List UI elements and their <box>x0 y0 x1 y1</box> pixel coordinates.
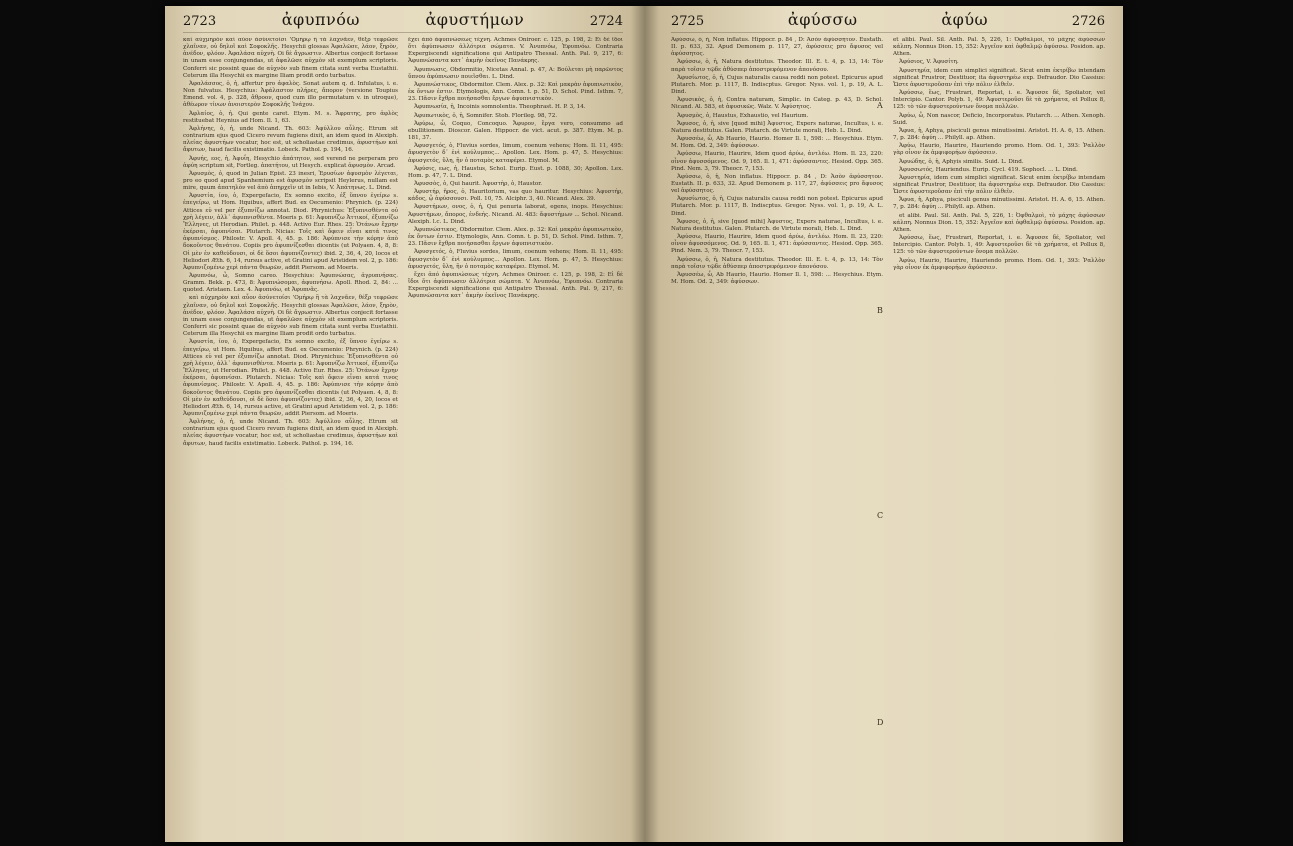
headword: ἀφυπνόω <box>281 10 360 29</box>
margin-letter: B <box>877 306 883 315</box>
right-page-header <box>671 10 1105 33</box>
entry-text: καὶ αὐχμηρὸν καὶ αὖον ἀσύνετοίσι ʼΟμήρῳ ἢ τὰ λαχνᾶεν, θέξρ τεφρῶσε χλαῖναν, οὐ δηλοῖ καὶ Σοφοκλῆς. Hesychii glossas Ἀφαλῶσε, λάον, ξηρὸν, ἀνέδον, φλόον. Ἀφαλάσα αὐχνὴ. Oi δὲ ἄγρωστιν. Albertus conjecit fortasse in unam esse conjungendas, ut ἀφαλῶσε αὐχμὸν sit exemplum scriptoris. Conferri sic possint quae de αὐχνὸν sub finem citata sunt verba Eustathii. Ceterum illa Hesychii ex margine Iliam prodit ordo turbatus. <box>183 37 398 79</box>
right-page-columns <box>671 37 1105 827</box>
entry-text: ἔχει ἀπό ἀφυπνώσεως τέχνη. Achmes Oniroer. c. 125, p. 198, 2: Εἰ δὲ ἴδοι ὅτι ἀφύπνωσεν ἀλλότρια σώματα. V. Ἀνυπνόω, Ἐφυπνόω. Contraria Expergiscendi significatione qui Antipatro Thessal. Anth. Pal. 9, 217, 6: Ἀφυπνώσαντα κατ᾽ ἀκμὴν ἐκεῖνος Πανάκρης. <box>408 271 623 300</box>
headword: ἀφυστήμων <box>425 10 525 29</box>
entry-text: Ἀφυσίωτος, ὁ, ἡ, Cujus naturalis causa reddi non potest. Epicurus apud Plutarch. Mor. p. 1117, B. Indiscptus. Gregor. Nyss. vol. 1, p. 19, A. L. Dind. <box>671 196 883 217</box>
entry-text: Ἄφυα, ἡ, Aphya, pisciculi genus minutissimi. Aristot. H. A. 6, 15. Athen. 7, p. 284: ἀφύη ... Philyll. ap. Athen. <box>893 127 1105 142</box>
entry-text: Ἀφλαίος, ὁ, ἡ. Qui gente caret. Etym. M. s. Ἄφρατης, pro ἀφλὸς restituebat Heynius ad Hom. Il. 1, 63. <box>183 110 398 124</box>
entry-text: Ἀφύσσω, Haurio, Haurire, Idem quod ἀρύω, ἀντλέω. Hom. Il. 23, 220: οἶνον ἀφυσσόμενος. Od. 9, 165. Il. 1, 471: ἀφύσσαντες. Hesiod. Opp. 365. Pind. Nem. 3, 79. Theocr. 7, 153. <box>671 234 883 255</box>
entry-text: et alibi. Paul. Sil. Anth. Pal. 5, 226, 1: Ὀφθαλμοὶ, τὸ μάχης ἀφύσσων κάλπη. Nonnus Dion. 15, 352: Ἀγγεῖον καὶ ὀφθαλμῷ ἀφύσσω. Posidon. ap. Athen. <box>893 212 1105 233</box>
entry-text: Ἀφυστηρία, idem cum simplici significat. Sicut enim ἐκτρίβω intendam significat Frustror, Destituor, ita ἀφυστηρέω exp. Defraudor. Dio Cassius: Ὥστε ἀφυστεροῦσαν ἐπὶ τὴν πόλιν ἐλθεῖν. <box>893 67 1105 88</box>
entry-text: Ἀφυστηρία, idem cum simplici significat. Sicut enim ἐκτρίβω intendam significat Frustror, Destituor, ita ἀφυστηρέω exp. Defraudor. Dio Cassius: Ὥστε ἀφυστεροῦσαν ἐπὶ τὴν πόλιν ἐλθεῖν. <box>893 174 1105 196</box>
entry-text: Ἀφυώδης, ὁ, ἡ, Aphyis similis. Suid. L. Dind. <box>899 158 1024 165</box>
entry-text: Ἀφύσσω, Haurio, Haurire, Idem quod ἀρύω, ἀντλέω. Hom. Il. 23, 220: οἶνον ἀφυσσόμενος. Od. 9, 165. Il. 1, 471: ἀφύσσαντες. Hesiod. Opp. 365. Pind. Nem. 3, 79. Theocr. 7, 153. <box>671 151 883 172</box>
entry-text: Ἀφύρω, ὦ, Coquo, Concoquo. Ἄφυρον, ἔργα vero, consummo ad ebullitionem. Dioscor. Galen. Hippocr. de vict. acut. p. 387. Etym. M. p. 181, 37. <box>408 120 623 142</box>
entry-text: Ἀφυστία, ίου, ὁ, Expergefacio, Ex somno excito, ἐξ ὕπνου ἐγείρω s. ἐπεγείρω, ut Hom. Itquibus, affert Bud. ex Oecumenio: Phrynich. (p. 224) Attices εὐ vel per ἐξυπνίζω annotat. Diod. Phrynichus: Ἐξυπνισθέντα οὐ χρὴ λέγειν, ἀλλ᾽ ἀφυπνισθέντα. Moeris p. 61: Ἀφυπνίζω Ἀττικοί, ἐξυπνίζω Ἕλληνες, ut Herodian. Philet. p. 448. Activo Eur. Rhes. 25: Ὁτάνων ἔχρην ἐκέρσαι, ἀφυπνίσαι. Plutarch. Nicias: Τοῖς καὶ ὄφειν εἶναι κατά τινος ἀφυπνίσμος. Philostr. V. Apoll. 4, 45. p. 186: Ἀφύπνισε τὴν κόρην ἀπὸ δοκοῦντος θανάτου. Copiis pro ἀφυπνίζεσθαι dicentis (ut Polyaen. 4, 8, 8: Οἱ μὲν ἐν καθεύδουσι, οἱ δὲ ὅσοι ἀφυπνίζοντες) ibid. 2, 36, 4, 20, locos et Heliodori Æth. 6, 14, rursus active, et Gratini apud Aristidem vol. 2, p. 186: Ἀφυπνιζομένω χερὶ πάντα θεωρῶν, addit Piersom. ad Moeris. <box>183 193 398 271</box>
open-book <box>165 6 1123 842</box>
entry-text: Ἀφλήνης, ὁ, ἡ, unde Nicand. Th. 603: Ἀφύλλου αὖλης. Etrum sit contrarium ejus quod Cicero revum fugiens dixit, an idem quod in Alexiph. πλείας ἀφυστήων vocatur, hoc est, ut scholiastae credimus, ἀφυστήων καὶ ἄφυτων, haud facilis existimatio. Lobeck. Pathol. p. 194, 16. <box>183 419 398 447</box>
entry-text: Ἀφλήνης, ὁ, ἡ, unde Nicand. Th. 603: Ἀφύλλου αὖλης. Etrum sit contrarium ejus quod Cicero revum fugiens dixit, an idem quod in Alexiph. πλείας ἀφυστήων vocatur, hoc est, ut scholiastae credimus, ἀφυστήων καὶ ἄφυτων, haud facilis existimatio. Lobeck. Pathol. p. 194, 16. <box>183 125 398 154</box>
entry-text: Ἀφύω, ὦ, Non nascor, Deficio, Incorporatus. Plutarch. ... Athen. Xenoph. Suid. <box>893 112 1105 126</box>
entry-text: Ἀφυσίωτος, ὁ, ἡ, Cujus naturalis causa reddi non potest. Epicurus apud Plutarch. Mor. p. 1117, B. Indiscptus. Gregor. Nyss. vol. 1, p. 19, A. L. Dind. <box>671 74 883 96</box>
entry-text: Ἀφυπνωσις, Obdormitio, Nicetas Annal. p. 47, A: Βούλεται μὴ παρῶντος ὕπνου ἀφύπνωσιν ποιεῖσθαι. L. Dind. <box>408 66 623 80</box>
entry-text: Ἀφύσις, εως, ἡ, Haustus, Schol. Eurip. Eust. p. 1088, 30; Apollon. Lex. Hom. p. 47, 7. L. Dind. <box>408 165 623 179</box>
column <box>893 37 1105 827</box>
entry-text: Ἀφύω, Haurio, Haurire, Hauriendo promo. Hom. Od. 1, 393: Ῥαλλὸν γὰρ οἶνον ἐκ ἀμφιφορήων ἀφύσσειν. <box>893 257 1105 271</box>
entry-text: Ἀφύσιος, V. Ἀφυσίτη. <box>899 59 959 66</box>
entry-text: et alibi. Paul. Sil. Anth. Pal. 5, 226, 1: Ὀφθαλμοὶ, τὸ μάχης ἀφύσσων κάλπη. Nonnus Dion. 15, 352: Ἀγγεῖον καὶ ὀφθαλμῷ ἀφύσσω. Posidon. ap. Athen. <box>893 37 1105 58</box>
entry-text: Ἀφυπνώστικος, Obdormitor. Clem. Alex. p. 32: Καὶ μακρὰν ἀφυπνωτικὸν, ἐκ ὄντων ἐστιν. Etymologis, Ann. Comn. t. p. 51, D. Schol. Pind. Isthm. 7, 23. Πᾶσιν ἔχθρα ποιήσασθαι ἔργων ἀφυπνιστικὸν. <box>408 81 623 103</box>
left-page <box>165 6 645 842</box>
entry-text: Ἀφυπνωσία, ἡ, Incoinis somnolentis. Theophrast. H. P. 3, 14. <box>414 104 586 111</box>
entry-text: Ἀφύσσω, ὁ, ἡ, Natura destitutus. Theodor. Ill. E. t. 4, p. 13, 14: Τὸν παρὰ τοῖσιν τῷδε ἀθύσπερ ἀποστρεφόμενον ἀπονόσου. <box>671 256 883 270</box>
entry-text: ἔχει ἀπό ἀφυπνώσεως τέχνη. Achmes Oniroer. c. 125, p. 198, 2: Εἰ δὲ ἴδοι ὅτι ἀφύπνωσεν ἀλλότρια σώματα. V. Ἀνυπνόω, Ἐφυπνόω. Contraria Expergiscendi significatione qui Antipatro Thessal. Anth. Pal. 9, 217, 6: Ἀφυπνώσαντα κατ᾽ ἀκμὴν ἐκεῖνος Πανάκρης. <box>408 37 623 65</box>
column <box>183 37 398 827</box>
left-page-header <box>183 10 623 33</box>
entry-text: Ἀφύσσω, ἕως, Frustrari, Reportat, i. e. Ἄφυσσε δέ, Spoliator, vel Intercipio. Cantor. Polyb. 1, 49: Ἀφυστεροῦσι δὲ τὰ χρήματα, et Pollux 8, 125: τὸ τῶν ἀφυστερούντων ὄνομα πολλῶν. <box>893 235 1105 256</box>
headword: ἀφύω <box>941 10 989 29</box>
left-page-columns <box>183 37 623 827</box>
entry-text: Ἀφύσσω, ὁ, ἡ, Non inflatus. Hippocr. p. 84 , D: Ἀσὸν ἀφύσσητον. Eustath. II. p. 633, 32. Apud Demonem p. 117, 27, ἀφύσσεις pro ἄφυσος vel ἀφύσσητος. <box>671 37 883 58</box>
margin-letter: D <box>877 718 884 727</box>
margin-letter: C <box>877 511 884 520</box>
entry-text: Ἀφυστία, ίου, ὁ, Expergefacio, Ex somno excito, ἐξ ὕπνου ἐγείρω s. ἐπεγείρω, ut Hom. Itquibus, affert Bud. ex Oecumenio: Phrynich. (p. 224) Attices εὐ vel per ἐξυπνίζω annotat. Diod. Phrynichus: Ἐξυπνισθέντα οὐ χρὴ λέγειν, ἀλλ᾽ ἀφυπνισθέντα. Moeris p. 61: Ἀφυπνίζω Ἀττικοί, ἐξυπνίζω Ἕλληνες, ut Herodian. Philet. p. 448. Activo Eur. Rhes. 25: Ὁτάνων ἔχρην ἐκέρσαι, ἀφυπνίσαι. Plutarch. Nicias: Τοῖς καὶ ὄφειν εἶναι κατά τινος ἀφυπνίσμος. Philostr. V. Apoll. 4, 45. p. 186: Ἀφύπνισε τὴν κόρην ἀπὸ δοκοῦντος θανάτου. Copiis pro ἀφυπνίζεσθαι dicentis (ut Polyaen. 4, 8, 8: Οἱ μὲν ἐν καθεύδουσι, οἱ δὲ ὅσοι ἀφυπνίζοντες) ibid. 2, 36, 4, 20, locos et Heliodori Æth. 6, 14, rursus active, et Gratini apud Aristidem vol. 2, p. 186: Ἀφυπνιζομένω χερὶ πάντα θεωρῶν, addit Piersom. ad Moeris. <box>183 339 398 417</box>
entry-text: Ἀφυσγετός, ὁ, Fluvius sordes, limum, coenum vehens; Hom. Il. 11, 495: ἄφυσγετὸν δ᾽ ἐνὶ κούλυμπος... Apollon. Lex. Hom. p. 47, 5. Hesychius: ἀφυσγετός, ὕλη, ἣν ὁ ποταμὸς καταφέρει. Etymol. M. <box>408 249 623 270</box>
right-page <box>645 6 1123 842</box>
column <box>408 37 623 827</box>
column <box>671 37 883 827</box>
entry-text: Ἀφαλάσσος, ὁ, ἡ, affertur pro ἀφαλὸς. Sonat autem q. d. Infulatus, i. e. Non fulvatus. Hesychius: Ἀφάλαστον πλήρες, ἄπορον (versione Toupius Emend. vol. 4, p. 328, ἄθροον, quod cum illo permutatum v. in utroque), ἀθέωρον τίνων ἀνοιστερὸν Σοφοκλῆς Ἰνάχου. <box>183 80 398 109</box>
margin-letter: A <box>877 101 883 110</box>
entry-text: Ἀφυσγετός, ὁ, Fluvius sordes, limum, coenum vehens; Hom. Il. 11, 495: ἄφυσγετὸν δ᾽ ἐνὶ κούλυμπος... Apollon. Lex. Hom. p. 47, 5. Hesychius: ἀφυσγετός, ὕλη, ἣν ὁ ποταμὸς καταφέρει. Etymol. M. <box>408 143 623 164</box>
entry-text: καὶ αὐχμηρὸν καὶ αὖον ἀσύνετοίσι ʼΟμήρῳ ἢ τὰ λαχνᾶεν, θέξρ τεφρῶσε χλαῖναν, οὐ δηλοῖ καὶ Σοφοκλῆς. Hesychii glossas Ἀφαλῶσε, λάον, ξηρὸν, ἀνέδον, φλόον. Ἀφαλάσα αὐχνὴ. Oi δὲ ἄγρωστιν. Albertus conjecit fortasse in unam esse conjungendas, ut ἀφαλῶσε αὐχμὸν sit exemplum scriptoris. Conferri sic possint quae de αὐχνὸν sub finem citata sunt verba Eustathii. Ceterum illa Hesychii ex margine Iliam prodit ordo turbatus. <box>183 295 398 338</box>
entry-text: Ἄφυσος, ὁ, ἡ, sive [quod mihi] Ἀφυστος, Expers naturae, Incultus, i. e. Natura destitutus. Galen. Plutarch. de Virtute morali, Heb. L. Dind. <box>671 120 883 134</box>
entry-text: Ἄφυα, ἡ, Aphya, pisciculi genus minutissimi. Aristot. H. A. 6, 15. Athen. 7, p. 284: ἀφύη ... Philyll. ap. Athen. <box>893 197 1105 211</box>
entry-text: Ἄφυσος, ὁ, ἡ, sive [quod mihi] Ἀφυστος, Expers naturae, Incultus, i. e. Natura destitutus. Galen. Plutarch. de Virtute morali, Heb. L. Dind. <box>671 218 883 232</box>
entry-text: Ἀφυσμὸς, ὁ, Haustus, Exhaustio, vel Haurium. <box>677 112 809 119</box>
page-number: 2725 <box>671 14 705 29</box>
entry-text: Ἀφυσσέω, ὦ, Ab Haurio, Haurio. Homer Il. 1, 598: ... Hesychius. Etym. M. Hom. Od. 2, 349: ἀφύσσων. <box>671 271 883 285</box>
entry-text: Ἀφυπωτικὸς, ὁ, ἡ, Somnifer. Stob. Florileg. 98, 72. <box>414 112 558 119</box>
page-number: 2724 <box>589 14 623 29</box>
entry-text: Ἀφυσικὸς, ὁ, ἡ, Contra naturam, Simplic. in Categ. p. 43, D. Schol. Nicand. Al. 583, et ἀφυσικῶς. Walz. V. Ἀφύσητος. <box>671 97 883 111</box>
entry-text: Ἀφύω, Haurio, Haurire, Hauriendo promo. Hom. Od. 1, 393: Ῥαλλὸν γὰρ οἶνον ἐκ ἀμφιφορήων ἀφύσσειν. <box>893 143 1105 157</box>
entry-text: Ἀφυής, εος, ἡ, Ἀφυΐη, Hesychio ἀπάτητον, sed verend ne perperam pro ἀφύη scriptum sit, Fortleg. ἀπατήτου, ut Hesych. explicat ἀφυσμὸν. Arcad. <box>183 155 398 169</box>
page-number: 2723 <box>183 14 217 29</box>
entry-text: Ἀφυσσωτός, Hauriendus. Eurip. Cycl. 419. Sophocl. ... L. Dind. <box>899 166 1078 173</box>
entry-text: Ἀφυστήρ, ῆρος, ὁ, Hauritorium, vas quo hauritur. Hesychius: Ἀφυστήρ, κάδος, ᾧ ἀφύσσουσι. Poll. 10, 75. Alciphr. 3, 40. Nicand. Alex. 39. <box>408 189 623 203</box>
entry-text: Ἀφύσσω, ἕως, Frustrari, Reportat, i. e. Ἄφυσσε δέ, Spoliator, vel Intercipio. Cantor. Polyb. 1, 49: Ἀφυστεροῦσι δὲ τὰ χρήματα, et Pollux 8, 125: τὸ τῶν ἀφυστερούντων ὄνομα πολλῶν. <box>893 90 1105 111</box>
entry-text: Ἀφυστήμων, ονος, ὁ, ἡ, Qui penuria laborat, egens, inops. Hesychius: Ἀφυστήμων, ἄπορος, ἐνδεής. Nicand. Al. 483: ἄφυστήμων ... Schol. Nicand. Alexiph. l.c. L. Dind. <box>408 204 623 225</box>
entry-text: Ἀφυπνόω, ὦ, Somno careo. Hesychius: Ἀφυπνώσας, ἀγρυπνήσας. Gramm. Bekk. p. 473, 8: Ἀφυπνώσομαι, ἀφυπνήσω. Apoll. Rhod. 2, 84: ... quoted. Aristaen. Lex. 4. Ἀφυπνόω, et Ἀφυπνᾶς. <box>183 273 398 294</box>
entry-text: Ἀφυσσὸς, ὁ, Qui haurit. Ἀφυστὴρ, ὁ, Haustor. <box>414 180 543 187</box>
entry-text: Ἀφυσμὸς, ὁ, quod in Julian Epist. 23 inesri, Ἐρυσίων ἀφυσμὸν λέγεται, pro eo quod apud Spanhemium est ἀφυσμὸν scripsit Heylerus, nullam est mire, quum ἀπατηλὸν vel ἀπὸ ἀπηρχεῖν ut in Iebis, V. Ἀπάτηνως. L. Dind. <box>183 170 398 192</box>
entry-text: Ἀφύσσω, ὁ, ἡ, Non inflatus. Hippocr. p. 84 , D: Ἀσὸν ἀφύσσητον. Eustath. II. p. 633, 32. Apud Demonem p. 117, 27, ἀφύσσεις pro ἄφυσος vel ἀφύσσητος. <box>671 173 883 195</box>
page-number: 2726 <box>1071 14 1105 29</box>
entry-text: Ἀφυσσέω, ὦ, Ab Haurio, Haurio. Homer Il. 1, 598: ... Hesychius. Etym. M. Hom. Od. 2, 349: ἀφύσσων. <box>671 136 883 150</box>
entry-text: Ἀφυπνώστικος, Obdormitor. Clem. Alex. p. 32: Καὶ μακρὰν ἀφυπνωτικὸν, ἐκ ὄντων ἐστιν. Etymologis, Ann. Comn. t. p. 51, D. Schol. Pind. Isthm. 7, 23. Πᾶσιν ἔχθρα ποιήσασθαι ἔργων ἀφυπνιστικὸν. <box>408 226 623 248</box>
entry-text: Ἀφύσσω, ὁ, ἡ, Natura destitutus. Theodor. Ill. E. t. 4, p. 13, 14: Τὸν παρὰ τοῖσιν τῷδε ἀθύσπερ ἀποστρεφόμενον ἀπονόσου. <box>671 59 883 73</box>
headword: ἀφύσσω <box>787 10 858 29</box>
